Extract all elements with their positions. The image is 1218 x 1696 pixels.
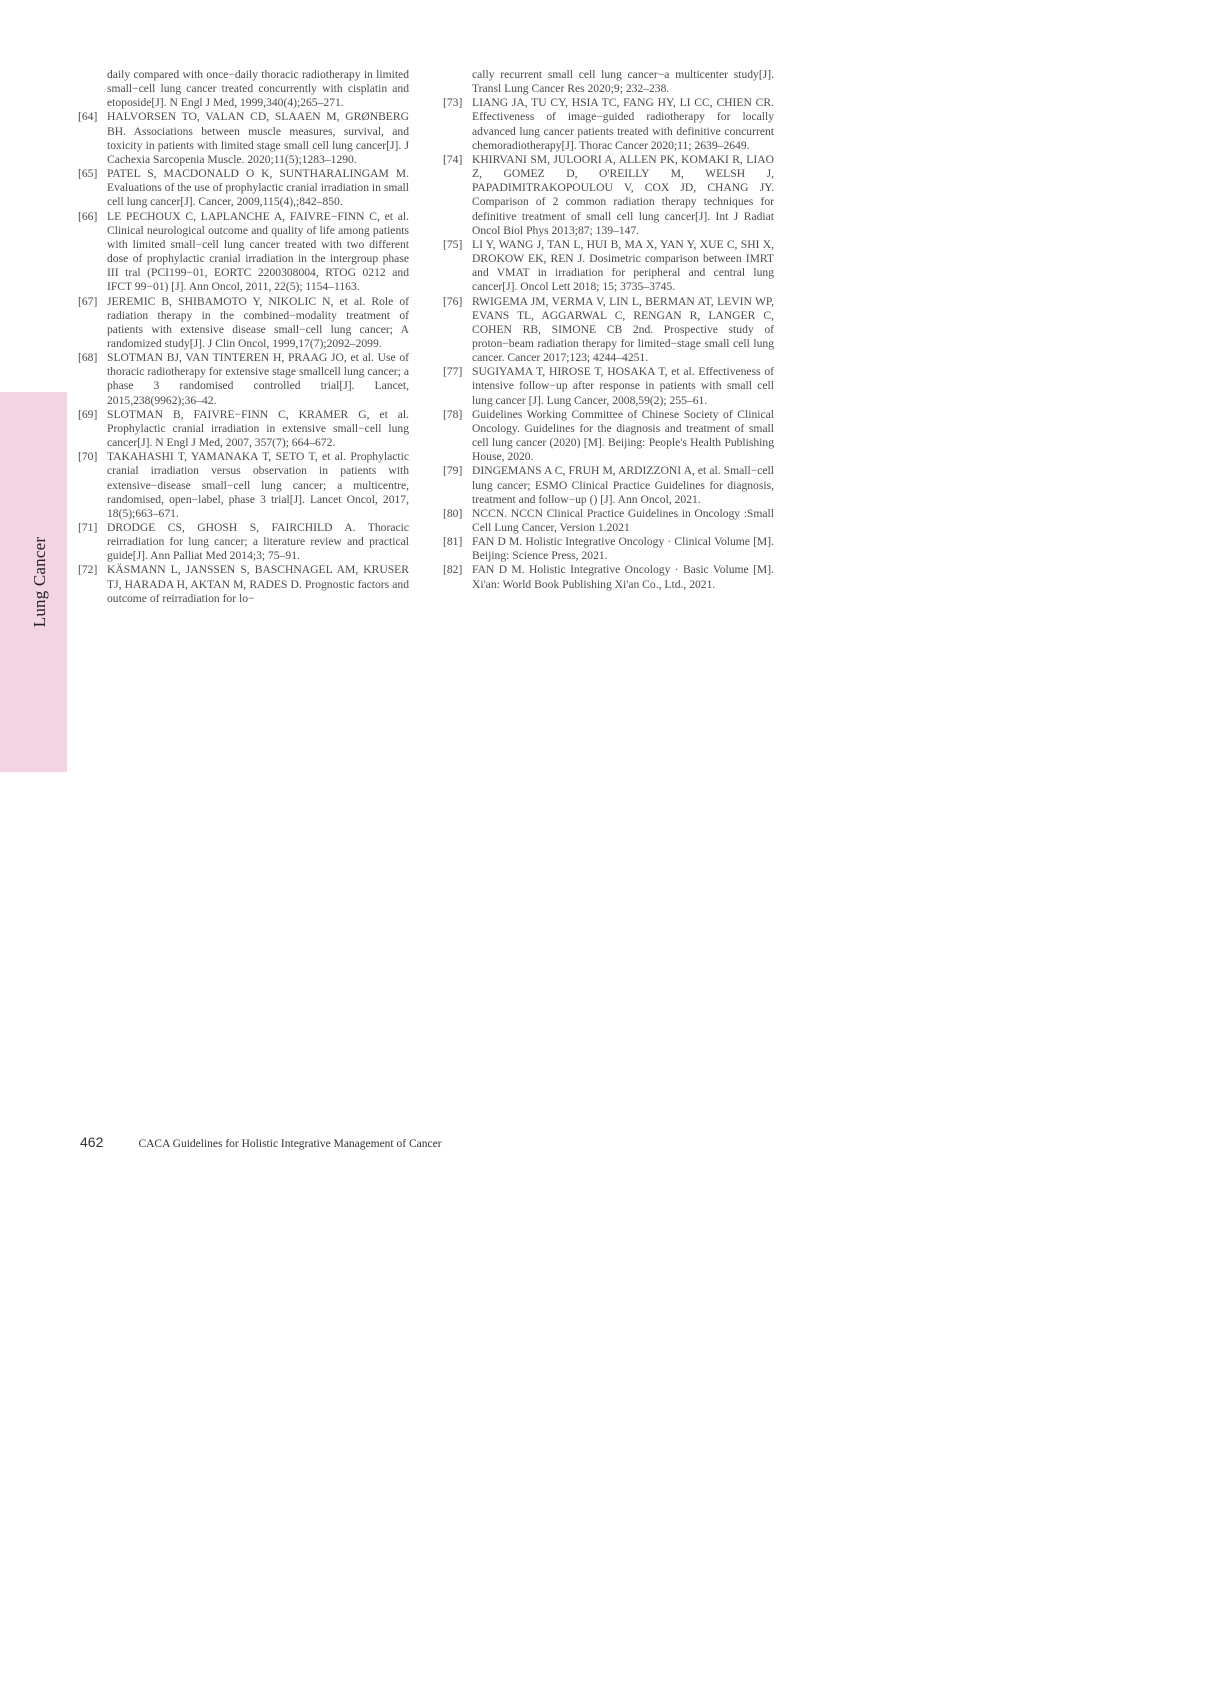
reference-continuation: cally recurrent small cell lung cancer−a multicenter study[J]. Transl Lung Cancer Res 2020;9; 232–238. [472, 68, 774, 96]
reference-number: [68] [78, 351, 98, 365]
reference-list-left [78, 110, 409, 605]
reference-entry [443, 535, 774, 563]
running-title: CACA Guidelines for Holistic Integrative Management of Cancer [138, 1138, 442, 1150]
reference-text: DRODGE CS, GHOSH S, FAIRCHILD A. Thoracic reirradiation for lung cancer; a literature review and practical guide[J]. Ann Palliat Med 2014;3; 75–91. [107, 521, 409, 563]
reference-text: FAN D M. Holistic Integrative Oncology · Basic Volume [M]. Xi'an: World Book Publishing Xi'an Co., Ltd., 2021. [472, 563, 774, 591]
reference-text: Guidelines Working Committee of Chinese Society of Clinical Oncology. Guidelines for the diagnosis and treatment of small cell lung cancer (2020) [M]. Beijing: People's Health Publishing House, 2020. [472, 407, 774, 464]
page-footer [80, 1134, 442, 1152]
reference-entry [78, 450, 409, 521]
reference-number: [69] [78, 407, 98, 421]
reference-text: SLOTMAN B, FAIVRE−FINN C, KRAMER G, et al. Prophylactic cranial irradiation in extensive small−cell lung cancer[J]. N Engl J Med, 2007, 357(7); 664–672. [107, 407, 409, 450]
reference-number: [74] [443, 152, 463, 166]
reference-number: [73] [443, 96, 463, 110]
reference-text: SUGIYAMA T, HIROSE T, HOSAKA T, et al. Effectiveness of intensive follow−up after response in patients with small cell lung cancer [J]. Lung Cancer, 2008,59(2); 255–61. [472, 365, 774, 407]
reference-text: LE PECHOUX C, LAPLANCHE A, FAIVRE−FINN C, et al. Clinical neurological outcome and quality of life among patients with limited small−cell lung cancer treated with two different dose of prophylactic cranial irradiation in the intergroup phase III tral (PCI199−01, EORTC 2200308004, RTOG 0212 and IFCT 99−01) [J]. Ann Oncol, 2011, 22(5); 1154–1163. [107, 209, 409, 294]
reference-number: [65] [78, 167, 98, 181]
section-side-tab-label: Lung Cancer [30, 536, 49, 628]
reference-entry [78, 210, 409, 295]
page-number: 462 [80, 1134, 104, 1150]
reference-text: LI Y, WANG J, TAN L, HUI B, MA X, YAN Y, XUE C, SHI X, DROKOW EK, REN J. Dosimetric comparison between IMRT and VMAT in irradiation for peripheral and central lung cancer[J]. Oncol Lett 2018; 15; 3735–3745. [472, 237, 774, 294]
reference-number: [77] [443, 365, 463, 379]
reference-number: [75] [443, 237, 463, 251]
reference-entry [443, 295, 774, 366]
reference-entry [443, 365, 774, 407]
reference-entry [443, 408, 774, 465]
reference-number: [71] [78, 521, 98, 534]
reference-number: [81] [443, 535, 463, 549]
reference-entry [443, 96, 774, 153]
reference-entry [443, 153, 774, 238]
reference-entry [443, 464, 774, 506]
reference-list-right [443, 96, 774, 591]
reference-number: [78] [443, 407, 463, 421]
reference-entry [443, 238, 774, 295]
reference-entry [443, 563, 774, 591]
reference-column-right [443, 68, 774, 592]
reference-text: SLOTMAN BJ, VAN TINTEREN H, PRAAG JO, et al. Use of thoracic radiotherapy for extensive stage smallcell lung cancer; a phase 3 randomised controlled trial[J]. Lancet, 2015,238(9962);36–42. [107, 351, 409, 407]
reference-number: [72] [78, 563, 98, 577]
reference-continuation: daily compared with once−daily thoracic radiotherapy in limited small−cell lung cancer treated concurrently with cisplatin and etoposide[J]. N Engl J Med, 1999,340(4);265–271. [107, 68, 409, 110]
reference-number: [80] [443, 506, 463, 520]
reference-text: DINGEMANS A C, FRUH M, ARDIZZONI A, et al. Small−cell lung cancer; ESMO Clinical Practice Guidelines for diagnosis, treatment and follow−up () [J]. Ann Oncol, 2021. [472, 464, 774, 506]
reference-entry [443, 507, 774, 535]
reference-entry [78, 167, 409, 209]
reference-entry [78, 110, 409, 167]
reference-text: JEREMIC B, SHIBAMOTO Y, NIKOLIC N, et al. Role of radiation therapy in the combined−modality treatment of patients with extensive disease small−cell lung cancer; A randomized study[J]. J Clin Oncol, 1999,17(7);2092–2099. [107, 294, 409, 350]
reference-text: HALVORSEN TO, VALAN CD, SLAAEN M, GRØNBERG BH. Associations between muscle measures, survival, and toxicity in patients with limited stage small cell lung cancer[J]. J Cachexia Sarcopenia Muscle. 2020;11(5);1283–1290. [107, 110, 409, 166]
reference-text: PATEL S, MACDONALD O K, SUNTHARALINGAM M. Evaluations of the use of prophylactic cranial irradiation in small cell lung cancer[J]. Cancer, 2009,115(4),;842–850. [107, 167, 409, 209]
reference-number: [64] [78, 110, 98, 124]
reference-text: TAKAHASHI T, YAMANAKA T, SETO T, et al. Prophylactic cranial irradiation versus observation in patients with extensive−disease small−cell lung cancer; a multicentre, randomised, open−label, phase 3 trial[J]. Lancet Oncol, 2017, 18(5);663–671. [107, 450, 409, 520]
reference-text: RWIGEMA JM, VERMA V, LIN L, BERMAN AT, LEVIN WP, EVANS TL, AGGARWAL C, RENGAN R, LANGER C, COHEN RB, SIMONE CB 2nd. Prospective study of proton−beam radiation therapy for limited−stage small cell lung cancer. Cancer 2017;123; 4244–4251. [472, 294, 774, 365]
reference-entry [78, 521, 409, 563]
reference-text: KHIRVANI SM, JULOORI A, ALLEN PK, KOMAKI R, LIAO Z, GOMEZ D, O'REILLY M, WELSH J, PAPADIMITRAKOPOULOU V, COX JD, CHANG JY. Comparison of 2 common radiation therapy techniques for definitive treatment of small cell lung cancer[J]. Int J Radiat Oncol Biol Phys 2013;87; 139–147. [472, 152, 774, 237]
reference-column-left [78, 68, 409, 606]
reference-number: [79] [443, 464, 463, 478]
reference-entry [78, 295, 409, 352]
reference-entry [78, 408, 409, 450]
reference-number: [82] [443, 563, 463, 577]
reference-entry [78, 563, 409, 605]
reference-text: KÄSMANN L, JANSSEN S, BASCHNAGEL AM, KRUSER TJ, HARADA H, AKTAN M, RADES D. Prognostic factors and outcome of reirradiation for lo− [107, 563, 409, 605]
reference-text: LIANG JA, TU CY, HSIA TC, FANG HY, LI CC, CHIEN CR. Effectiveness of image−guided radiotherapy for locally advanced lung cancer patients treated with definitive concurrent chemoradiotherapy[J]. Thorac Cancer 2020;11; 2639–2649. [472, 96, 774, 152]
reference-text: NCCN. NCCN Clinical Practice Guidelines in Oncology :Small Cell Lung Cancer, Version 1.2021 [472, 506, 774, 534]
reference-number: [70] [78, 450, 98, 464]
reference-text: FAN D M. Holistic Integrative Oncology · Clinical Volume [M]. Beijing: Science Press, 2021. [472, 535, 774, 563]
reference-number: [76] [443, 294, 463, 308]
reference-number: [66] [78, 209, 98, 223]
reference-number: [67] [78, 294, 98, 308]
reference-entry [78, 351, 409, 408]
